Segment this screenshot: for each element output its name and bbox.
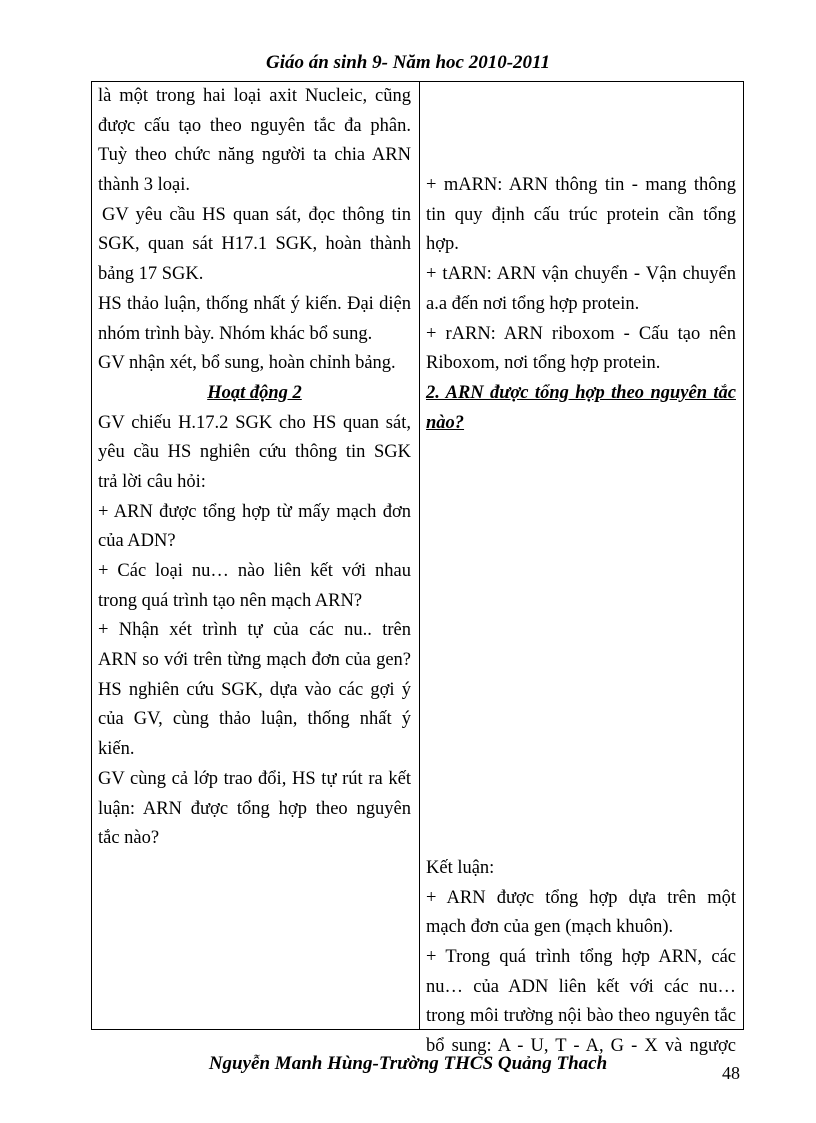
page-footer: Nguyễn Manh Hùng-Trường THCS Quảng Thach xyxy=(208,1053,608,1074)
left-line: GV chiếu H.17.2 SGK cho HS quan sát, xyxy=(98,412,411,433)
section-2-heading-cont: nào? xyxy=(426,412,465,433)
right-line: + tARN: ARN vận chuyển - Vận chuyển xyxy=(426,264,736,285)
left-line: HS thảo luận, thống nhất ý kiến. Đại diện xyxy=(98,293,411,314)
left-line: luận: ARN được tổng hợp theo nguyên xyxy=(98,798,411,819)
left-line: trả lời câu hỏi: xyxy=(98,471,206,492)
activity-2-heading: Hoạt động 2 xyxy=(207,382,302,403)
right-line: + rARN: ARN riboxom - Cấu tạo nên xyxy=(426,323,736,344)
right-line: bổ sung: A - U, T - A, G - X và ngược xyxy=(426,1036,736,1056)
right-line: Riboxom, nơi tổng hợp protein. xyxy=(426,353,661,374)
left-line: + Các loại nu… nào liên kết với nhau xyxy=(98,561,411,581)
left-line: tắc nào? xyxy=(98,828,160,849)
left-column xyxy=(98,82,411,854)
right-line: nu… của ADN liên kết với các nu… xyxy=(426,976,736,997)
right-line: tin quy định cấu trúc protein cần tổng xyxy=(426,204,736,225)
column-divider xyxy=(419,82,420,1029)
page-header: Giáo án sinh 9- Năm hoc 2010-2011 xyxy=(266,52,550,73)
left-line: bảng 17 SGK. xyxy=(98,264,204,285)
right-line: a.a đến nơi tổng hợp protein. xyxy=(426,293,640,314)
conclusion-label: Kết luận: xyxy=(426,857,495,878)
left-line: ARN so với trên từng mạch đơn của gen? xyxy=(98,650,411,671)
left-line: thành 3 loại. xyxy=(98,175,190,196)
left-line: được cấu tạo theo nguyên tắc đa phân. xyxy=(98,115,411,136)
left-line: kiến. xyxy=(98,739,135,760)
left-line: GV yêu cầu HS quan sát, đọc thông tin xyxy=(102,204,411,225)
lesson-table xyxy=(91,81,744,1056)
page-number: 48 xyxy=(722,1063,740,1083)
right-line: + ARN được tổng hợp dựa trên một xyxy=(426,887,736,908)
left-line: là một trong hai loại axit Nucleic, cũng xyxy=(98,86,411,106)
right-column xyxy=(426,82,736,1062)
left-line: Tuỳ theo chức năng người ta chia ARN xyxy=(98,145,411,166)
left-line: + ARN được tổng hợp từ mấy mạch đơn xyxy=(98,501,411,522)
right-line: hợp. xyxy=(426,234,459,255)
left-line: nhóm trình bày. Nhóm khác bổ sung. xyxy=(98,323,373,344)
left-line: GV cùng cả lớp trao đổi, HS tự rút ra kết xyxy=(98,768,411,789)
left-line: yêu cầu HS nghiên cứu thông tin SGK xyxy=(98,442,411,463)
left-line: của ADN? xyxy=(98,531,176,552)
right-line: + mARN: ARN thông tin - mang thông xyxy=(426,175,736,196)
left-line: + Nhận xét trình tự của các nu.. trên xyxy=(98,620,411,641)
left-line: GV nhận xét, bổ sung, hoàn chỉnh bảng. xyxy=(98,353,396,374)
right-line: trong môi trường nội bào theo nguyên tắc xyxy=(426,1006,736,1027)
left-line: của GV, cùng thảo luận, thống nhất ý xyxy=(98,709,411,730)
left-line: SGK, quan sát H17.1 SGK, hoàn thành xyxy=(98,234,411,255)
right-line: mạch đơn của gen (mạch khuôn). xyxy=(426,917,674,938)
left-line: HS nghiên cứu SGK, dựa vào các gợi ý xyxy=(98,679,411,700)
section-2-heading: 2. ARN được tổng hợp theo nguyên tắc xyxy=(426,382,736,403)
left-line: trong quá trình tạo nên mạch ARN? xyxy=(98,590,363,611)
right-line: + Trong quá trình tổng hợp ARN, các xyxy=(426,946,736,967)
